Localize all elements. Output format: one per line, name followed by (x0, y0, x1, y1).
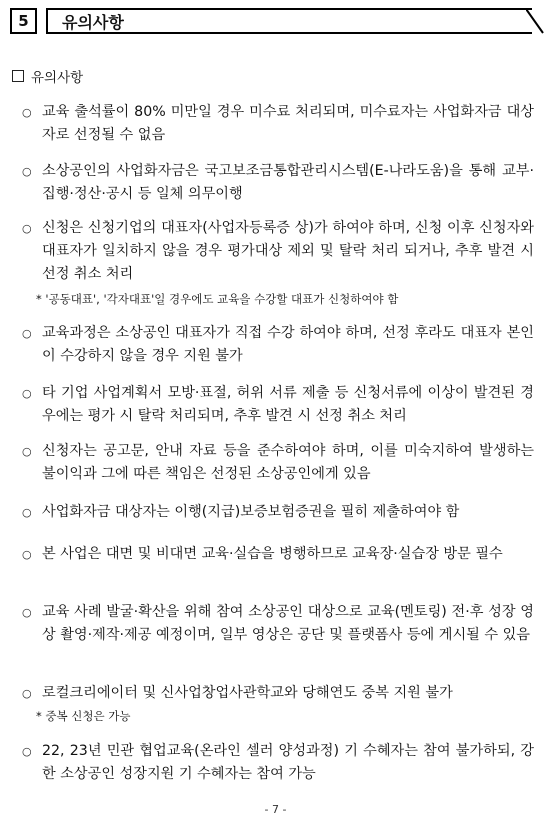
list-item (22, 160, 534, 206)
list-item-text: 본 사업은 대면 및 비대면 교육·실습을 병행하므로 교육장·실습장 방문 필수 (42, 546, 503, 562)
circle-bullet-icon: ○ (22, 165, 32, 178)
list-item-text: 교육과정은 소상공인 대표자가 직접 수강 하여야 하며, 선정 후라도 대표자 본인이 수강하지 않을 경우 지원 불가 (42, 325, 534, 364)
circle-bullet-icon: ○ (22, 687, 32, 700)
section-title-box (46, 8, 532, 34)
circle-bullet-icon: ○ (22, 548, 32, 561)
circle-bullet-icon: ○ (22, 106, 32, 119)
circle-bullet-icon: ○ (22, 745, 32, 758)
list-item (22, 322, 534, 368)
list-item (22, 101, 534, 147)
list-item-text: 교육 사례 발굴·확산을 위해 참여 소상공인 대상으로 교육(멘토링) 전·후 성장 영상 촬영·제작·제공 예정이며, 일부 영상은 공단 및 플랫폼사 등에 게시될 수 있음 (42, 604, 534, 643)
list-item (22, 740, 534, 786)
list-item (22, 501, 534, 524)
circle-bullet-icon: ○ (22, 387, 32, 400)
list-item-text: 신청자는 공고문, 안내 자료 등을 준수하여야 하며, 이를 미숙지하여 발생하는 불이익과 그에 따른 책임은 선정된 소상공인에게 있음 (42, 443, 534, 482)
list-item (22, 682, 534, 705)
note-text: * 중복 신청은 가능 (36, 709, 131, 723)
list-item-text: 로컬크리에이터 및 신사업창업사관학교와 당해연도 중복 지원 불가 (42, 685, 453, 701)
circle-bullet-icon: ○ (22, 222, 32, 235)
section-number: 5 (18, 12, 29, 30)
circle-bullet-icon: ○ (22, 606, 32, 619)
list-item (22, 217, 534, 286)
subsection-label: 유의사항 (31, 70, 84, 86)
list-item (22, 382, 534, 428)
list-item-text: 22, 23년 민관 협업교육(온라인 셀러 양성과정) 기 수혜자는 참여 불가하되, 강한 소상공인 성장지원 기 수혜자는 참여 가능 (42, 743, 534, 782)
section-number-box (10, 8, 37, 34)
list-item-text: 소상공인의 사업화자금은 국고보조금통합관리시스템(E-나라도움)을 통해 교부·집행·정산·공시 등 일체 의무이행 (42, 163, 534, 202)
list-item (22, 440, 534, 486)
circle-bullet-icon: ○ (22, 506, 32, 519)
list-item-text: 사업화자금 대상자는 이행(지급)보증보험증권을 필히 제출하여야 함 (42, 504, 460, 520)
header-slant-decoration (526, 8, 544, 34)
section-title: 유의사항 (62, 12, 124, 32)
page-number: - 7 - (264, 803, 287, 816)
list-item-text: 타 기업 사업계획서 모방·표절, 허위 서류 제출 등 신청서류에 이상이 발견된 경우에는 평가 시 탈락 처리되며, 추후 발견 시 선정 취소 처리 (42, 385, 534, 424)
list-item-text: 교육 출석률이 80% 미만일 경우 미수료 처리되며, 미수료자는 사업화자금 대상자로 선정될 수 없음 (42, 104, 534, 143)
list-item (22, 543, 534, 566)
list-item-text: 신청은 신청기업의 대표자(사업자등록증 상)가 하여야 하며, 신청 이후 신청자와 대표자가 일치하지 않을 경우 평가대상 제외 및 탈락 처리 되거나, 추후 발견 시 선정 취소 처리 (42, 220, 534, 282)
circle-bullet-icon: ○ (22, 327, 32, 340)
circle-bullet-icon: ○ (22, 445, 32, 458)
square-bullet-icon (12, 70, 24, 82)
list-item (22, 601, 534, 647)
subsection-heading (12, 66, 83, 86)
note-text: * '공동대표', '각자대표'일 경우에도 교육을 수강할 대표가 신청하여야 함 (36, 292, 399, 306)
